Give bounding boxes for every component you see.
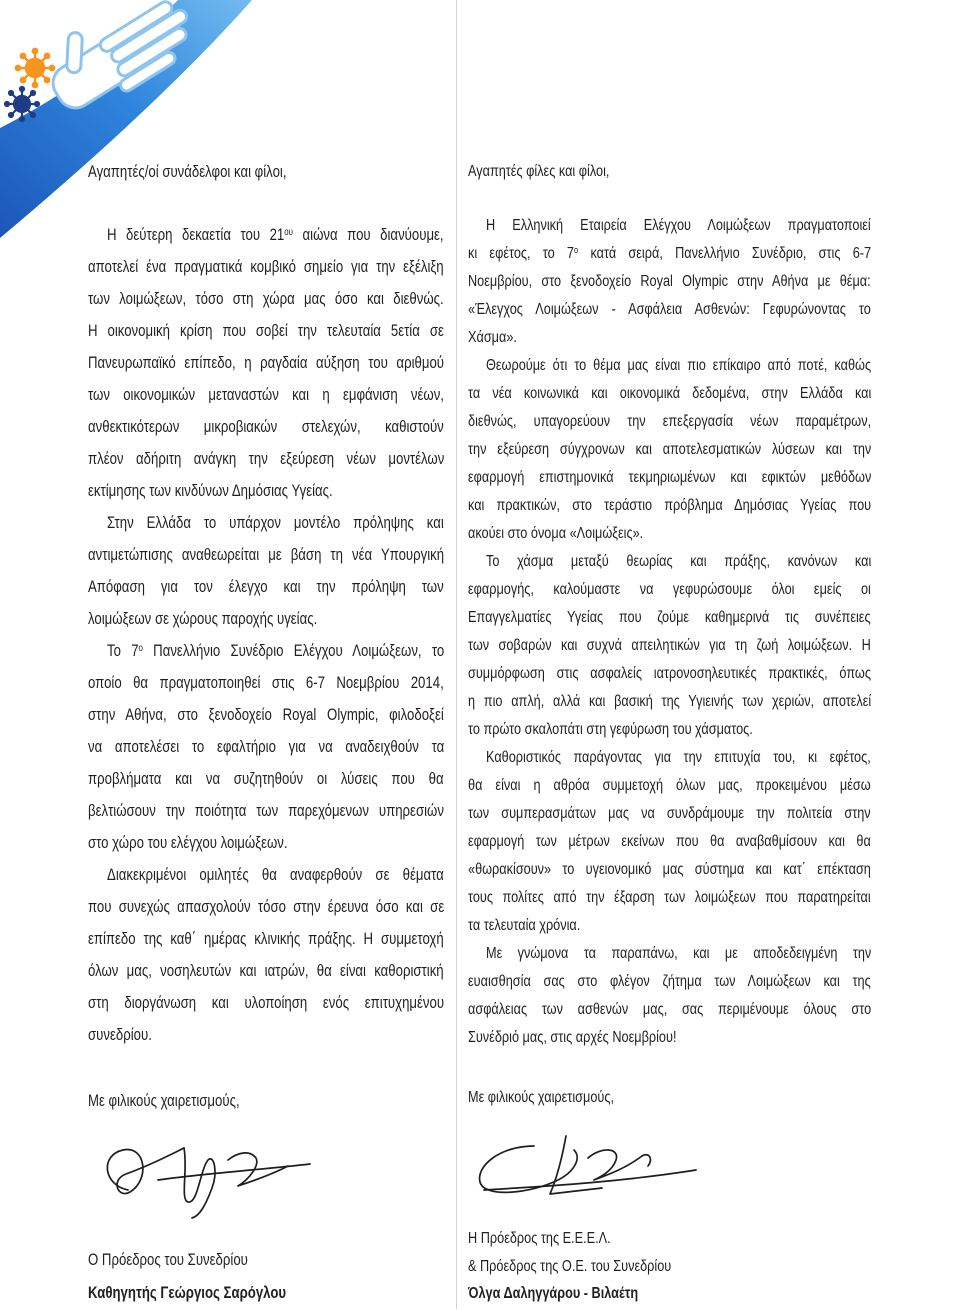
text-line bbox=[468, 744, 872, 772]
text-line-text: ανθεκτικότερων μικροβιακών στελεχών, καθιστούν bbox=[88, 418, 444, 436]
text-line-text: ακούει στο όνομα «Λοιμώξεις». bbox=[468, 525, 644, 542]
text-line bbox=[468, 884, 872, 912]
left-closing-block bbox=[88, 1085, 445, 1117]
text-line-text: Με γνώμονα τα παραπάνω, και με αποδεδειγμένη την bbox=[486, 945, 872, 962]
text-line-text: διεθνώς, υπαγορεύουν την επεξεργασία νέων παραμέτρων, bbox=[468, 413, 872, 430]
text-line-text: Η Ελληνική Εταιρεία Ελέγχου Λοιμώξεων πραγματοποιεί bbox=[486, 217, 871, 234]
text-line-text: βελτιώσουν την ποιότητα των παρεχόμενων υπηρεσιών bbox=[88, 802, 444, 820]
text-line bbox=[468, 940, 872, 968]
text-line-text bbox=[468, 240, 871, 268]
superscript: ο bbox=[138, 642, 143, 654]
text-line bbox=[468, 716, 872, 744]
text-line-text: των συμπερασμάτων μας να συνδράμουμε την πολιτεία στην bbox=[468, 805, 871, 822]
text-line bbox=[88, 699, 445, 731]
text-line-text: ασφάλειας των ασθενών μας, σας περιμένουμε όλους στο bbox=[468, 1001, 872, 1018]
text-segment: Πανελλήνιο Συνέδριο Ελέγχου Λοιμώξεων, το bbox=[142, 642, 445, 660]
text-line bbox=[88, 635, 445, 667]
text-line bbox=[88, 955, 445, 987]
text-line bbox=[468, 1024, 872, 1052]
signoff-role-line2 bbox=[468, 1253, 872, 1281]
signature-right bbox=[470, 1128, 700, 1208]
text-line-text: τους πολίτες από την έξαρση των λοιμώξεων που παρατηρείται bbox=[468, 889, 871, 906]
text-line-text: Στην Ελλάδα το υπάρχον μοντέλο πρόληψης και bbox=[107, 514, 444, 532]
text-line-text: οποίο θα πραγματοποιηθεί στις 6-7 Νοεμβρίου 2014, bbox=[88, 674, 444, 692]
text-line bbox=[88, 603, 445, 635]
text-line-text: στην Αθήνα, στο ξενοδοχείο Royal Olympic, φιλοδοξεί bbox=[88, 706, 444, 724]
paragraph bbox=[468, 744, 872, 940]
text-line bbox=[468, 464, 872, 492]
text-line-text: εφαρμογή των μέτρων εκείνων που θα αναβαθμίσουν και θα bbox=[468, 833, 871, 850]
text-line-text: την εξεύρεση σύγχρονων και αποτελεσματικών λύσεων και την bbox=[468, 441, 872, 458]
text-segment: αιώνα που διανύουμε, bbox=[293, 226, 444, 244]
text-line-text bbox=[107, 635, 444, 667]
text-line bbox=[468, 688, 872, 716]
superscript: ου bbox=[284, 226, 293, 238]
text-line-text: τα νέα κοινωνικά και οικονομικά δεδομένα, στην Ελλάδα και bbox=[468, 385, 872, 402]
text-line-text: αποτελεί ένα πραγματικά κομβικό σημείο για την εξέλιξη bbox=[88, 258, 444, 276]
text-line bbox=[468, 492, 872, 520]
column-divider bbox=[456, 0, 457, 1309]
text-line bbox=[468, 856, 872, 884]
text-line-text: εφαρμογής, καλούμαστε να γεφυρώσουμε όλοι εμείς οι bbox=[468, 581, 871, 598]
paragraph bbox=[468, 940, 872, 1052]
paragraph bbox=[88, 859, 445, 1051]
text-line bbox=[88, 923, 445, 955]
right-signoff bbox=[468, 1225, 872, 1308]
text-line bbox=[88, 795, 445, 827]
text-line-text: που συνεχώς απασχολούν τόσο στην έρευνα όσο και σε bbox=[88, 898, 445, 916]
text-line-text: τα τελευταία χρόνια. bbox=[468, 917, 581, 934]
paragraph bbox=[88, 219, 445, 507]
signoff-role bbox=[88, 1244, 445, 1277]
greeting-text: Αγαπητές φίλες και φίλοι, bbox=[468, 163, 610, 180]
text-segment: κι εφέτος, το 7 bbox=[468, 245, 574, 262]
text-line-text: των οικονομικών μεταναστών και η εμφάνιση νέων, bbox=[88, 386, 444, 404]
closing-text: Με φιλικούς χαιρετισμούς, bbox=[468, 1089, 614, 1106]
text-line bbox=[88, 283, 445, 315]
text-line-text: Χάσμα». bbox=[468, 329, 517, 346]
text-line bbox=[88, 411, 445, 443]
text-line-text: των λοιμώξεων, τόσο στη χώρα μας όσο και διεθνώς. bbox=[88, 290, 444, 308]
greeting-text: Αγαπητές/οί συνάδελφοι και φίλοι, bbox=[88, 163, 287, 181]
text-line-text: στη διοργάνωση και υλοποίηση ενός επιτυχημένου bbox=[88, 994, 445, 1012]
right-closing-block bbox=[468, 1084, 872, 1112]
superscript: ο bbox=[573, 244, 579, 255]
left-signoff bbox=[88, 1244, 445, 1310]
text-line-text: θα είναι η αθρόα συμμετοχή όλων μας, προκειμένου μέσω bbox=[468, 777, 871, 794]
text-line bbox=[468, 520, 872, 548]
signoff-name bbox=[468, 1280, 872, 1308]
text-line-text: Διακεκριμένοι ομιλητές θα αναφερθούν σε θέματα bbox=[107, 866, 444, 884]
text-line bbox=[88, 731, 445, 763]
text-line-text: Καθοριστικός παράγοντας για την επιτυχία του, κι εφέτος, bbox=[486, 749, 871, 766]
text-line bbox=[468, 212, 872, 240]
text-line bbox=[468, 268, 872, 296]
text-line-text: εκτίμησης των κινδύνων Δημόσιας Υγείας. bbox=[88, 482, 333, 500]
closing-text: Με φιλικούς χαιρετισμούς, bbox=[88, 1092, 240, 1110]
text-line bbox=[468, 604, 872, 632]
text-line-text: Νοεμβρίου, στο ξενοδοχείο Royal Olympic στην Αθήνα με θέμα: bbox=[468, 273, 871, 290]
signoff-role-text: Ο Πρόεδρος του Συνεδρίου bbox=[88, 1251, 248, 1269]
text-line bbox=[468, 352, 872, 380]
text-line-text: Συνέδριό μας, στις αρχές Νοεμβρίου! bbox=[468, 1029, 677, 1046]
text-line bbox=[468, 324, 872, 352]
text-line-text: Το χάσμα μεταξύ θεωρίας και πράξης, κανόνων και bbox=[486, 553, 872, 570]
text-line bbox=[88, 475, 445, 507]
text-line-text: Θεωρούμε ότι το θέμα μας είναι πιο επίκαιρο από ποτέ, καθώς bbox=[486, 357, 872, 374]
text-line bbox=[88, 827, 445, 859]
text-line-text: «θωρακίσουν» το υγειονομικό μας σύστημα και κατ΄ επέκταση bbox=[468, 861, 871, 878]
text-line bbox=[468, 660, 872, 688]
text-line bbox=[88, 667, 445, 699]
text-segment: Η δεύτερη δεκαετία του 21 bbox=[107, 226, 285, 244]
text-line-text: συνεδρίου. bbox=[88, 1026, 152, 1044]
paragraph bbox=[468, 352, 872, 548]
text-line bbox=[468, 436, 872, 464]
left-letter-body bbox=[88, 219, 445, 1051]
text-segment: Το 7 bbox=[107, 642, 139, 660]
text-line bbox=[468, 828, 872, 856]
right-greeting-block bbox=[468, 158, 872, 186]
signoff-role-text: & Πρόεδρος της Ο.Ε. του Συνεδρίου bbox=[468, 1257, 672, 1275]
text-line bbox=[468, 996, 872, 1024]
text-line-text: το πρώτο σκαλοπάτι στη γεφύρωση του χάσματος. bbox=[468, 721, 753, 738]
text-line bbox=[468, 296, 872, 324]
text-line bbox=[468, 380, 872, 408]
text-line bbox=[88, 1019, 445, 1051]
text-line-text: προβλήματα και να συζητηθούν οι λύσεις που θα bbox=[88, 770, 444, 788]
text-line bbox=[468, 548, 872, 576]
closing bbox=[468, 1084, 872, 1112]
text-line bbox=[88, 347, 445, 379]
text-segment: κατά σειρά, Πανελλήνιο Συνέδριο, στις 6-7 bbox=[578, 245, 872, 262]
text-line-text: ευαισθησία σας στο φλέγον ζήτημα των Λοιμώξεων και της bbox=[468, 973, 871, 990]
text-line bbox=[468, 772, 872, 800]
text-line bbox=[88, 891, 445, 923]
signoff-role-line1 bbox=[468, 1225, 872, 1253]
text-line bbox=[88, 507, 445, 539]
text-line bbox=[88, 251, 445, 283]
text-line bbox=[88, 315, 445, 347]
text-line bbox=[468, 240, 872, 268]
text-line bbox=[88, 859, 445, 891]
text-line-text bbox=[107, 219, 444, 251]
text-line-text: των σοβαρών και συχνά απειλητικών για τη ζωή λοιμώξεων. Η bbox=[468, 637, 871, 654]
text-line bbox=[88, 571, 445, 603]
paragraph bbox=[468, 548, 872, 744]
greeting bbox=[88, 156, 445, 188]
text-line bbox=[88, 987, 445, 1019]
text-line-text: λοιμώξεων σε χώρους παροχής υγείας. bbox=[88, 610, 318, 628]
right-letter bbox=[468, 0, 872, 1309]
text-line bbox=[88, 379, 445, 411]
paragraph bbox=[88, 507, 445, 635]
text-line bbox=[468, 632, 872, 660]
text-line-text: Απόφαση για τον έλεγχο και την πρόληψη των bbox=[88, 578, 444, 596]
text-line-text: επίπεδο της καθ΄ ημέρας κλινικής πράξης. Η συμμετοχή bbox=[88, 930, 444, 948]
text-line-text: πλέον αδήριτη ανάγκη την εξεύρεση νέων μοντέλων bbox=[88, 450, 445, 468]
text-line-text: συμμόρφωση στις ασφαλείς ιατρονοσηλευτικές πρακτικές, όπως bbox=[468, 665, 871, 682]
text-line bbox=[468, 408, 872, 436]
text-line bbox=[468, 968, 872, 996]
text-line-text: εφαρμογή επιστημονικά τεκμηριωμένων και εφικτών μεθόδων bbox=[468, 469, 872, 486]
text-line bbox=[468, 576, 872, 604]
signoff-name bbox=[88, 1277, 445, 1310]
text-line bbox=[88, 763, 445, 795]
text-line-text: «Έλεγχος Λοιμώξεων - Ασφάλεια Ασθενών: Γεφυρώνοντας το bbox=[468, 301, 871, 318]
text-line-text: αντιμετώπισης αναθεωρείται με βάση τη νέα Υπουργική bbox=[88, 546, 445, 564]
paragraph bbox=[88, 635, 445, 859]
text-line-text: να αποτελέσει το εφαλτήριο για να αναδειχθούν τα bbox=[88, 738, 445, 756]
text-line bbox=[88, 443, 445, 475]
signoff-name-text: Όλγα Δαληγγάρου - Βιλαέτη bbox=[468, 1285, 639, 1302]
text-line-text: η πιο απλή, αλλά και βασική της Υγιεινής των χεριών, αποτελεί bbox=[468, 693, 872, 710]
signature-left bbox=[88, 1130, 313, 1222]
greeting bbox=[468, 158, 872, 186]
text-line-text: Επαγγελματίες Υγείας που ζούμε καθημερινά τις συνέπειες bbox=[468, 609, 871, 626]
text-line bbox=[468, 800, 872, 828]
closing bbox=[88, 1085, 445, 1117]
signoff-role-text: Η Πρόεδρος της Ε.Ε.Ε.Λ. bbox=[468, 1230, 611, 1247]
text-line-text: Η οικονομική κρίση που σοβεί την τελευταία 5ετία σε bbox=[88, 322, 444, 340]
text-line-text: Πανευρωπαϊκό επίπεδο, η ραγδαία αύξηση του αριθμού bbox=[88, 354, 445, 372]
text-line bbox=[88, 539, 445, 571]
orange-virus-icon bbox=[16, 49, 54, 87]
left-letter bbox=[88, 0, 445, 1309]
left-greeting-block bbox=[88, 156, 445, 188]
text-line-text: και πρακτικών, στο τεράστιο πρόβλημα Δημόσιας Υγείας που bbox=[468, 497, 872, 514]
text-line-text: στο χώρο του ελέγχου λοιμώξεων. bbox=[88, 834, 288, 852]
right-letter-body bbox=[468, 212, 872, 1052]
signoff-name-text: Καθηγητής Γεώργιος Σαρόγλου bbox=[88, 1284, 287, 1302]
blue-virus-icon bbox=[5, 87, 39, 121]
text-line-text: όλων μας, νοσηλευτών και ιατρών, θα είναι καθοριστική bbox=[88, 962, 444, 980]
text-line bbox=[468, 912, 872, 940]
text-line bbox=[88, 219, 445, 251]
paragraph bbox=[468, 212, 872, 352]
